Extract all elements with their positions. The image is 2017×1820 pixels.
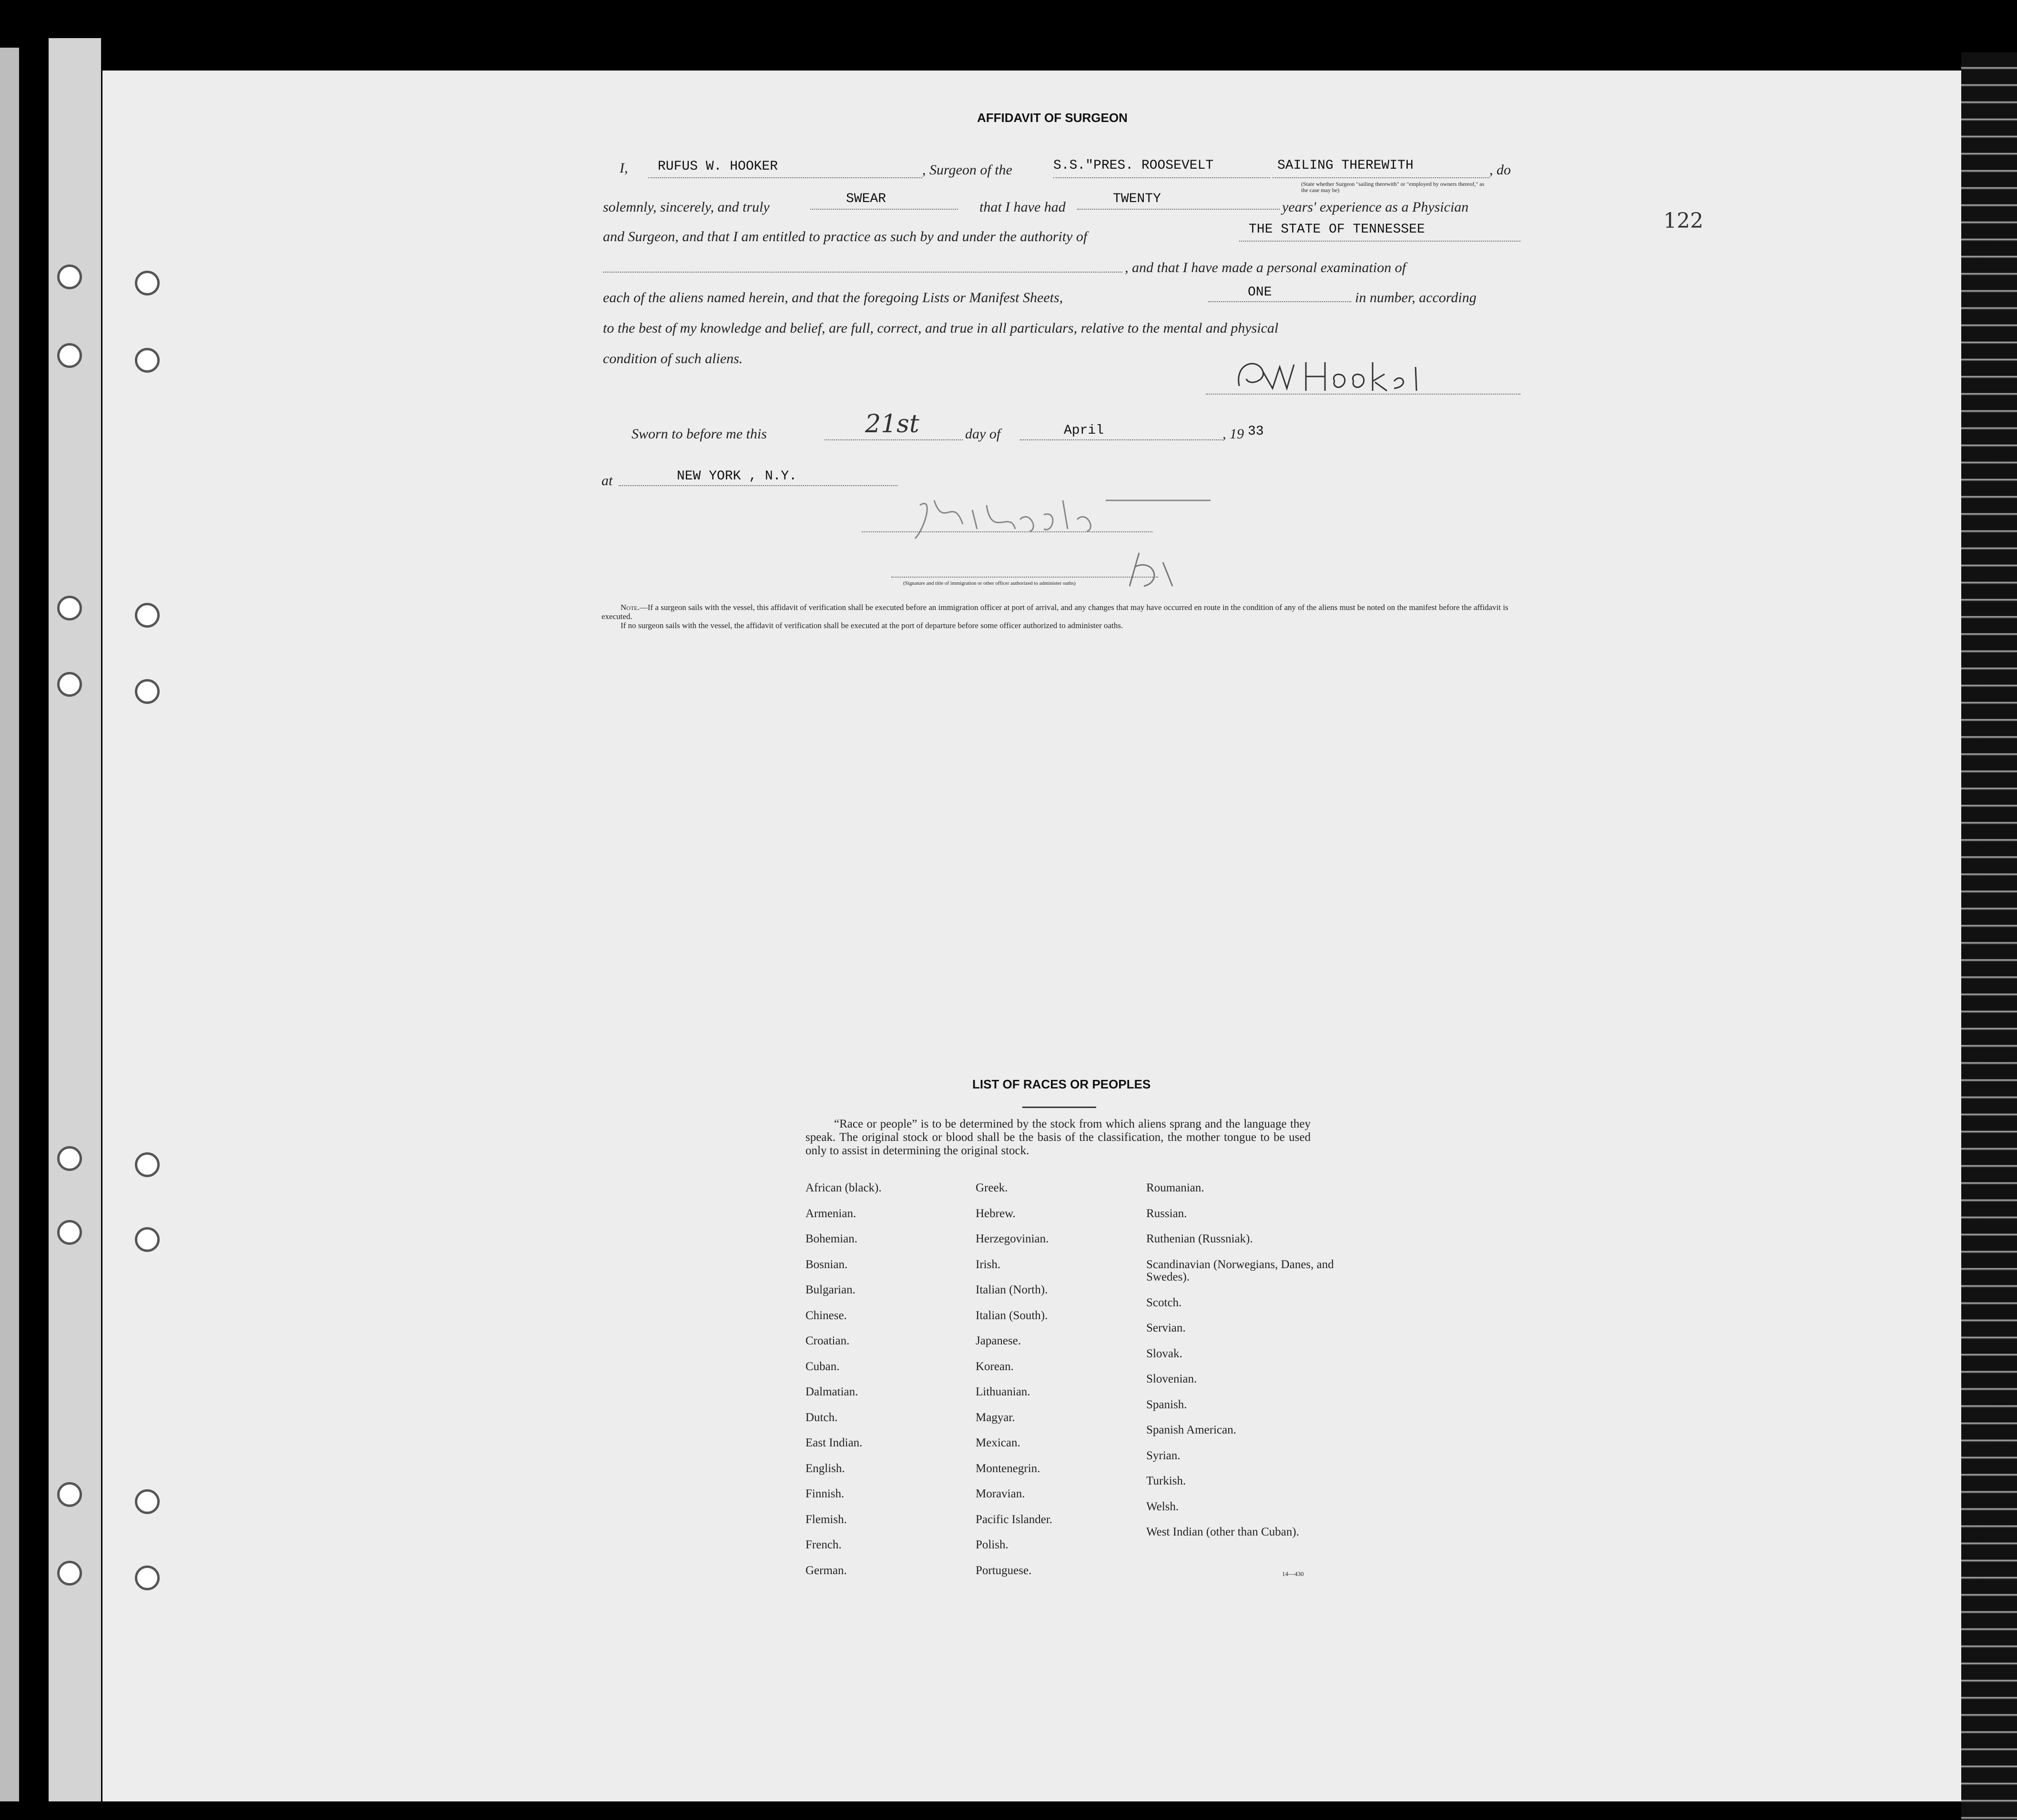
race-item: West Indian (other than Cuban). [1146,1525,1299,1538]
affidavit-line2-middle: that I have had [979,199,1066,215]
race-item: Bosnian. [805,1258,848,1271]
race-item: African (black). [805,1181,882,1194]
races-title-rule [1022,1107,1096,1108]
race-item: Ruthenian (Russniak). [1146,1232,1253,1245]
status-field-line [1273,177,1489,178]
races-column-3 [1146,1182,1346,1555]
race-item: German. [805,1564,847,1577]
place-field-line [619,485,897,486]
race-item: Dutch. [805,1411,838,1424]
race-item: Welsh. [1146,1500,1179,1513]
affidavit-title: AFFIDAVIT OF SURGEON [977,111,1128,125]
race-item: Mexican. [976,1436,1020,1449]
years-field: TWENTY [1113,192,1161,206]
form-number: 14—430 [1282,1570,1304,1577]
affidavit-line7: condition of such aliens. [603,351,743,366]
race-item: Korean. [976,1360,1014,1373]
ship-name-field: S.S."PRES. ROOSEVELT [1053,158,1214,173]
month-field-line [1020,439,1222,440]
binder-hole [57,672,82,697]
sworn-month-field: April [1064,423,1104,438]
officer-signature-caption: (Signature and title of immigration or other officer authorized to administer oaths) [903,580,1076,586]
race-item: Hebrew. [976,1207,1016,1220]
race-item: Portuguese. [976,1564,1032,1577]
binder-hole [57,1220,82,1245]
binder-hole [135,271,160,295]
race-item: Croatian. [805,1334,850,1347]
binder-hole [57,1482,82,1507]
affidavit-line6: to the best of my knowledge and belief, are full, correct, and true in all particulars, relative to the mental and physical [603,320,1279,336]
count-field-line [1208,301,1351,302]
note-paragraph-2: If no surgeon sails with the vessel, the affidavit of verification shall be executed at the port of departure before some officer authorized to administer oaths. [621,621,1123,630]
binder-hole [57,1146,82,1171]
sworn-place-field: NEW YORK , N.Y. [677,469,797,484]
sworn-day-field: 21st [865,410,919,438]
years-field-line [1077,209,1280,210]
races-column-1 [805,1182,882,1590]
race-item: Slovenian. [1146,1373,1197,1385]
affidavit-note [601,603,1521,630]
race-item: Scandinavian (Norwegians, Danes, and Swedes). [1146,1258,1334,1283]
officer-signature-line-2 [891,577,1158,578]
race-item: Spanish. [1146,1398,1187,1411]
race-item: Dalmatian. [805,1385,858,1398]
affidavit-line4: , and that I have made a personal examination of [1125,260,1406,275]
surgeon-of-label: , Surgeon of the [922,162,1012,178]
binder-hole [135,1489,160,1514]
binder-hole [135,679,160,704]
binder-hole [57,264,82,289]
left-binding-edge [0,48,19,1801]
ship-field-line [1053,177,1270,178]
race-item: Flemish. [805,1513,847,1526]
binder-hole [135,603,160,628]
sworn-prefix: Sworn to before me this [632,426,767,442]
at-prefix: at [601,473,613,488]
affidavit-line5-suffix: in number, according [1355,290,1477,305]
race-item: Roumanian. [1146,1181,1204,1194]
affidavit-line1-suffix: , do [1489,162,1511,178]
surgeon-name-field: RUFUS W. HOOKER [658,159,778,174]
race-item: Polish. [976,1538,1008,1551]
race-item: Italian (South). [976,1309,1048,1322]
sheet-count-field: ONE [1248,285,1272,300]
binder-hole [57,1561,82,1586]
affidavit-line5-prefix: each of the aliens named herein, and that the foregoing Lists or Manifest Sheets, [603,290,1063,305]
race-item: Chinese. [805,1309,847,1322]
previous-page-strip [49,38,101,1801]
status-footnote: (State whether Surgeon "sailing therewith" or "employed by owners thereof," as the case may be) [1301,181,1485,193]
status-field: SAILING THEREWITH [1277,158,1414,173]
race-item: French. [805,1538,842,1551]
race-item: Herzegovinian. [976,1232,1049,1245]
right-page-edge [1961,52,2017,1820]
affidavit-line2-prefix: solemnly, sincerely, and truly [603,199,770,215]
races-intro: “Race or people” is to be determined by the stock from which aliens sprang and the language they speak. The original stock or blood shall be the basis of the classification, the mother tongue to be used only to assist in determining the original stock. [805,1118,1311,1157]
sworn-year-field: 33 [1248,424,1264,439]
oath-field: SWEAR [846,192,886,206]
binder-hole [135,348,160,373]
race-item: East Indian. [805,1436,863,1449]
race-item: Armenian. [805,1207,856,1220]
race-item: Spanish American. [1146,1423,1236,1436]
race-item: Turkish. [1146,1474,1186,1487]
race-item: Russian. [1146,1207,1187,1220]
races-column-2 [976,1182,1052,1590]
race-item: Syrian. [1146,1449,1181,1462]
race-item: Magyar. [976,1411,1015,1424]
race-item: Japanese. [976,1334,1021,1347]
race-item: Italian (North). [976,1283,1048,1296]
race-item: Lithuanian. [976,1385,1030,1398]
oath-field-line [810,209,958,210]
page-number: 122 [1663,209,1703,233]
binder-hole [135,1152,160,1177]
binder-hole [135,1566,160,1590]
race-item: Scotch. [1146,1296,1182,1309]
race-item: Finnish. [805,1487,845,1500]
affidavit-line3-prefix: and Surgeon, and that I am entitled to practice as such by and under the authority of [603,229,1088,244]
binder-hole [57,343,82,368]
race-item: Greek. [976,1181,1008,1194]
race-item: English. [805,1462,845,1475]
day-field-line [825,439,963,440]
race-item: Servian. [1146,1322,1186,1334]
note-paragraph-1: —If a surgeon sails with the vessel, this affidavit of verification shall be executed before an immigration officer at port of arrival, and any changes that may have occurred en route in the condition of any of the aliens must be noted on the manifest before the affidavit is executed. [601,603,1508,621]
race-item: Montenegrin. [976,1462,1040,1475]
officer-signature-line-1 [862,531,1152,532]
line4-blank [603,272,1122,273]
authority-field-line [1239,241,1520,242]
race-item: Cuban. [805,1360,840,1373]
officer-signature [906,481,1211,596]
binder-hole [135,1227,160,1252]
affidavit-line1-prefix: I, [620,160,628,176]
authority-field: THE STATE OF TENNESSEE [1249,222,1425,237]
name-field-line [648,177,922,178]
race-item: Bohemian. [805,1232,858,1245]
year-prefix: , 19 [1222,426,1244,442]
binder-hole [57,596,82,620]
races-title: LIST OF RACES OR PEOPLES [972,1077,1151,1091]
race-item: Bulgarian. [805,1283,856,1296]
day-of-label: day of [965,426,1001,442]
race-item: Pacific Islander. [976,1513,1053,1526]
race-item: Slovak. [1146,1347,1182,1360]
race-item: Moravian. [976,1487,1025,1500]
race-item: Irish. [976,1258,1001,1271]
affidavit-line2-suffix: years' experience as a Physician [1282,199,1469,215]
surgeon-signature [1230,353,1439,400]
note-label: Note. [621,603,640,612]
